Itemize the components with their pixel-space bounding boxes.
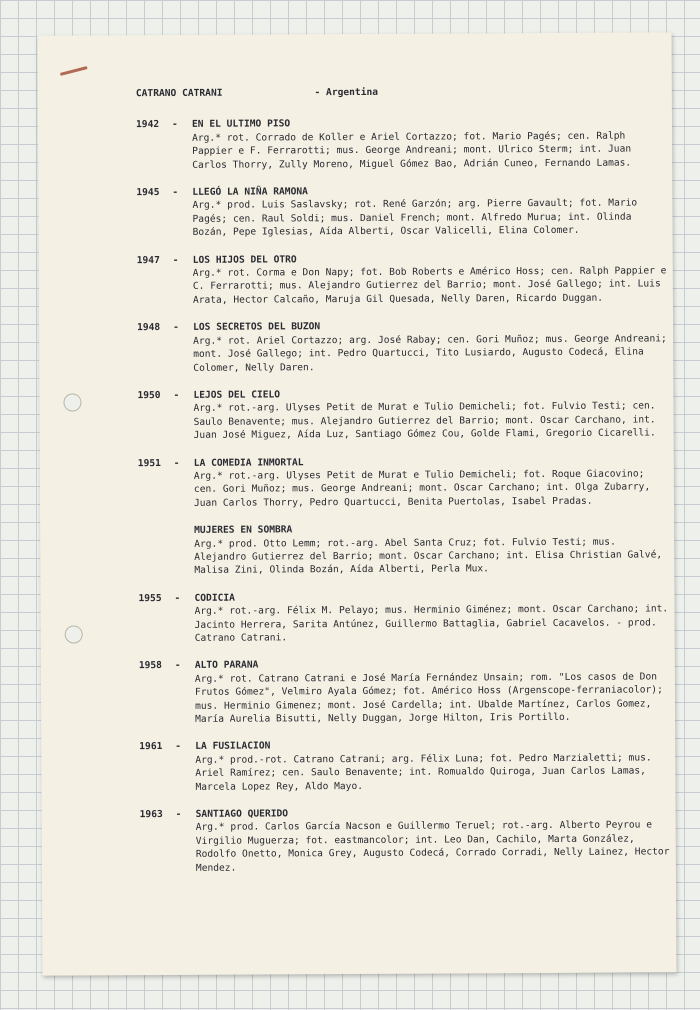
film-entry [137,319,669,375]
film-dash: - [173,322,179,334]
film-content [195,738,671,794]
film-year: 1955 [138,592,162,604]
film-content [193,251,669,307]
film-title: ALTO PARANA [194,659,259,672]
punch-hole [65,625,83,643]
film-title: EN EL ULTIMO PISO [191,118,291,131]
film-title: MUJERES EN SOMBRA [194,524,293,537]
film-entry [138,454,670,510]
film-year: 1942 [135,119,160,131]
film-title: LEJOS DEL CIELO [193,389,281,401]
film-title: LOS HIJOS DEL OTRO [192,253,297,266]
film-entry [139,657,671,727]
film-entry [136,183,668,239]
film-content [194,589,670,645]
film-entry [140,805,672,875]
film-entry [138,589,670,645]
film-title: SANTIAGO QUERIDO [195,808,289,820]
film-dash: - [172,186,179,198]
film-title: LA COMEDIA INMORTAL [193,456,304,469]
film-content [193,386,669,442]
film-credits: Arg.* rot.-arg. Ulyses Petit de Murat e Tulio Demicheli; fot. Roque Giacovino; cen. Gori Muñoz; mus. George Andreani; mont. Oscar Carchano; int. Olga Zubarry, Juan Carlos Thorry, Pedro Quartucci, Benita Puertolas, Isabel Pradas. [193,468,651,509]
film-year: 1945 [136,187,160,199]
document-sheet [38,32,677,975]
film-dash: - [173,457,180,469]
header [136,84,668,100]
film-dash: - [175,741,182,753]
country: - Argentina [314,86,379,99]
film-credits: Arg.* prod. Otto Lemm; rot.-arg. Abel Santa Cruz; fot. Fulvio Testi; mus. Alejandro Gutierrez del Barrio; mont. Oscar Carchano; int. Elisa Christian Galvé, Malisa Zini, Olinda Bozán, Aída Alberti, Perla Mux. [194,536,663,577]
film-content [193,319,669,375]
film-entry [137,386,669,442]
film-dash: - [173,389,180,401]
film-year [138,524,194,578]
punch-hole [63,393,81,411]
film-year: 1951 [137,457,161,469]
film-year: 1963 [139,809,163,821]
film-dash: - [171,119,178,131]
film-content [192,116,668,172]
film-title: CODICIA [194,592,235,604]
film-credits: Arg.* rot. Catrano Catrani e José María Fernández Unsain; rom. "Los casos de Don Frutos Gómez", Velmiro Ayala Gómez; fot. Américo Hoss (Argenscope-ferraniacolor); mus. Herminio Gimenez; mont. José Cardella; int. Ubalde Martínez, Carlos Gomez, María Aurelia Bisutti, Nelly Duggan, Jorge Hilton, Iris Portillo. [194,671,663,725]
ink-mark [60,66,88,76]
film-entry [139,738,671,794]
film-credits: Arg.* rot.-arg. Félix M. Pelayo; mus. Herminio Giménez; mont. Oscar Carchano; int. Jacinto Herrera, Sarita Antúnez, Guillermo Battaglia, Gabriel Cacavelos. - prod. Catrano Catrani. [194,603,669,644]
film-credits: Arg.* rot.-arg. Ulyses Petit de Murat e Tulio Demicheli; fot. Fulvio Testi; cen. Saulo Benavente; mus. Alejandro Gutierrez del Barrio; mont. Oscar Carchano, int. Juan José Miguez, Aída Luz, Santiago Gómez Cou, Golde Flami, Gregorio Cicarelli. [193,400,656,441]
film-dash: - [174,592,181,604]
film-entry [137,251,669,307]
film-content [196,805,672,875]
film-credits: Arg.* rot. Corrado de Koller e Ariel Cortazzo; fot. Mario Pagés; cen. Ralph Pappier e F. Ferrarotti; mus. George Andreani; mont. Ulrico Sterm; int. Juan Carlos Thorry, Zully Moreno, Miguel Gómez Bao, Adrián Cuneo, Fernando Lamas. [192,130,632,171]
film-year: 1961 [139,741,163,753]
film-dash: - [175,808,182,821]
film-credits: Arg.* prod.-rot. Catrano Catrani; arg. Félix Luna; fot. Pedro Marzialetti; mus. Ariel Ramírez; cen. Saulo Benavente; int. Romualdo Quiroga, Juan Carlos Lamas, Marcela Lopez Rey, Aldo Mayo. [195,752,652,793]
film-dash: - [172,254,179,266]
director-name: CATRANO CATRANI [135,87,223,100]
film-title: LLEGÓ LA NIÑA RAMONA [192,186,308,198]
film-title: LA FUSILACION [195,740,271,753]
film-entry [138,522,670,578]
film-credits: Arg.* prod. Carlos García Nacson e Guillermo Teruel; rot.-arg. Alberto Peyrou e Virgilio Muguerza; fot. eastmancolor; int. Leo Dan, Cachilo, Marta González, Rodolfo Onetto, Monica Grey, Augusto Codecá, Corrado Corradi, Nelly Lainez, Hector Mendez. [195,819,670,874]
film-year: 1948 [137,322,161,334]
film-year: 1950 [137,389,161,402]
film-content [192,183,668,239]
film-content [194,454,670,510]
film-year: 1958 [138,660,162,672]
film-dash: - [174,660,181,672]
film-credits: Arg.* rot. Ariel Cortazzo; arg. José Rabay; cen. Gori Muñoz; mus. George Andreani; mont. José Gallego; int. Pedro Quartucci, Tito Lusiardo, Augusto Codecá, Elina Colomer, Nelly Daren. [193,333,667,374]
film-year: 1947 [136,254,160,266]
film-entry [136,116,668,172]
filmography [136,84,672,889]
film-credits: Arg.* rot. Corma e Don Napy; fot. Bob Roberts e Américo Hoss; cen. Ralph Pappier e C. Ferrarotti; mus. Alejandro Gutierrez del Barrio; mont. José Gallego; int. Luis Arata, Hector Calcaño, Maruja Gil Quesada, Nelly Daren, Ricardo Duggan. [192,265,667,306]
film-credits: Arg.* prod. Luis Saslavsky; rot. René Garzón; arg. Pierre Gavault; fot. Mario Pagés; cen. Raul Soldi; mus. Daniel French; mont. Alfredo Murua; int. Olinda Bozán, Pepe Iglesias, Aída Alberti, Oscar Valicelli, Elina Colomer. [192,197,638,239]
film-content [194,522,670,578]
film-title: LOS SECRETOS DEL BUZON [193,321,321,334]
film-content [195,657,671,727]
